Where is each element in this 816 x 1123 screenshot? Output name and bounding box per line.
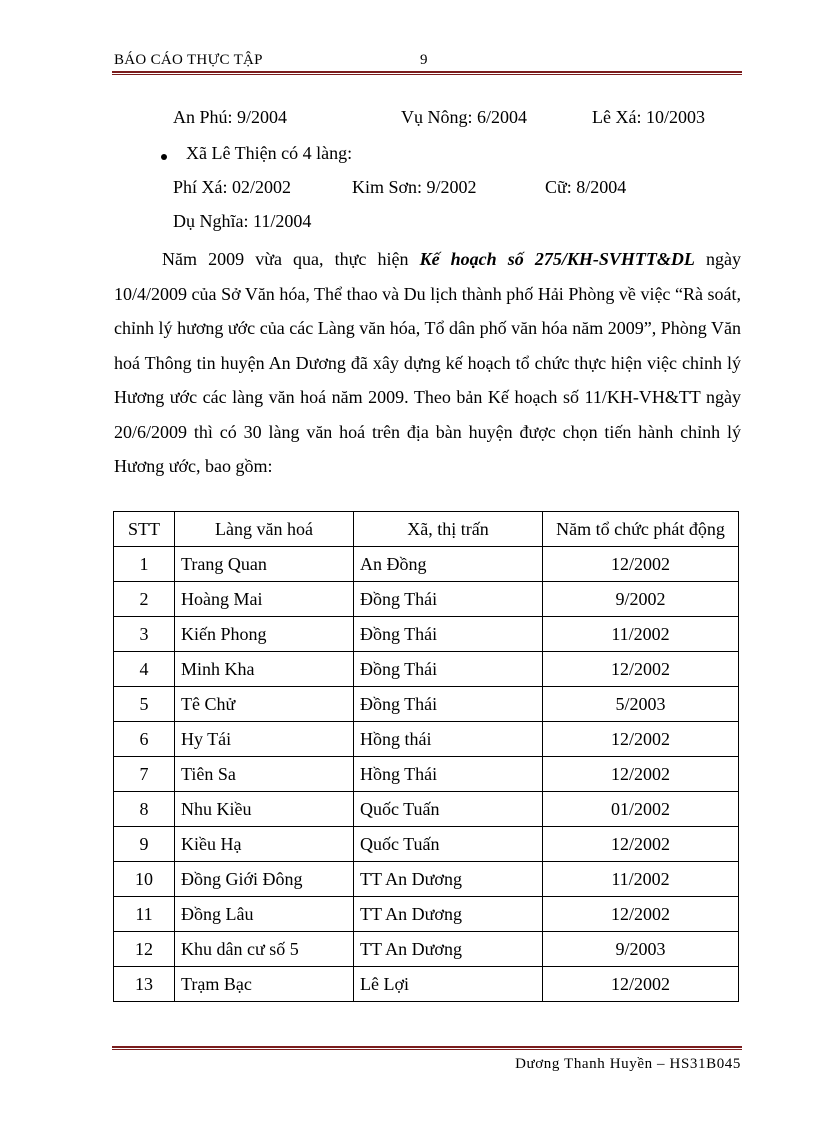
villages-table [113,511,739,1002]
header-year: Năm tổ chức phát động [543,512,739,547]
cell-year: 9/2002 [543,582,739,617]
cell-stt: 5 [114,687,175,722]
cell-commune: TT An Dương [354,862,543,897]
footer-author: Dương Thanh Huyền – HS31B045 [515,1056,741,1072]
cell-commune: Lê Lợi [354,967,543,1002]
cell-stt: 1 [114,547,175,582]
village-le-xa: Lê Xá: 10/2003 [592,107,705,127]
cell-village: Hy Tái [175,722,354,757]
header-stt: STT [114,512,175,547]
cell-village: Trang Quan [175,547,354,582]
table-row [114,862,739,897]
village-du-nghia: Dụ Nghĩa: 11/2004 [173,211,312,231]
cell-village: Nhu Kiều [175,792,354,827]
village-cu: Cữ: 8/2004 [545,177,627,197]
village-vu-nong: Vụ Nông: 6/2004 [401,107,527,127]
cell-year: 11/2002 [543,617,739,652]
cell-stt: 3 [114,617,175,652]
cell-stt: 10 [114,862,175,897]
table-row [114,582,739,617]
table-row [114,652,739,687]
table-row [114,547,739,582]
cell-year: 12/2002 [543,827,739,862]
cell-commune: Hồng Thái [354,757,543,792]
plan-reference: Kế hoạch số 275/KH-SVHTT&DL [419,249,695,269]
cell-stt: 6 [114,722,175,757]
cell-village: Tê Chử [175,687,354,722]
paragraph-after: ngày 10/4/2009 của Sở Văn hóa, Thể thao và Du lịch thành phố Hải Phòng về việc “Rà soát, chỉnh lý hương ước của các Làng văn hóa, Tổ dân phố văn hóa năm 2009”, Phòng Văn hoá Thông tin huyện An Dương đã xây dựng kế hoạch tổ chức thực hiện việc chỉnh lý Hương ước các làng văn hoá năm 2009. Theo bản Kế hoạch số 11/KH-VH&TT ngày 20/6/2009 thì có 30 làng văn hoá trên địa bàn huyện được chọn tiến hành chỉnh lý Hương ước, bao gồm: [114,249,741,476]
cell-commune: Quốc Tuấn [354,827,543,862]
bullet-icon [161,154,167,160]
cell-commune: Đồng Thái [354,652,543,687]
table-row [114,757,739,792]
footer-rule [112,1046,742,1050]
page-number: 9 [420,52,428,68]
cell-commune: TT An Dương [354,932,543,967]
header-title: BÁO CÁO THỰC TẬP [114,52,263,68]
table-row [114,827,739,862]
table-row [114,897,739,932]
cell-year: 12/2002 [543,757,739,792]
cell-village: Tiên Sa [175,757,354,792]
cell-year: 12/2002 [543,722,739,757]
cell-year: 12/2002 [543,547,739,582]
body-paragraph [114,242,741,484]
table-row [114,722,739,757]
cell-village: Hoàng Mai [175,582,354,617]
cell-commune: Đồng Thái [354,617,543,652]
village-kim-son: Kim Sơn: 9/2002 [352,177,477,197]
cell-year: 5/2003 [543,687,739,722]
cell-village: Đồng Lâu [175,897,354,932]
cell-village: Đồng Giới Đông [175,862,354,897]
cell-stt: 13 [114,967,175,1002]
cell-village: Minh Kha [175,652,354,687]
cell-year: 12/2002 [543,897,739,932]
cell-village: Kiến Phong [175,617,354,652]
cell-year: 12/2002 [543,967,739,1002]
cell-commune: Quốc Tuấn [354,792,543,827]
cell-stt: 9 [114,827,175,862]
cell-commune: Đồng Thái [354,687,543,722]
village-an-phu: An Phú: 9/2004 [173,107,288,127]
table-row [114,617,739,652]
header-rule [112,71,742,75]
cell-commune: Hồng thái [354,722,543,757]
paragraph-before: Năm 2009 vừa qua, thực hiện [162,249,420,269]
cell-stt: 12 [114,932,175,967]
table-row [114,932,739,967]
village-phi-xa: Phí Xá: 02/2002 [173,177,292,197]
cell-village: Kiều Hạ [175,827,354,862]
cell-commune: Đồng Thái [354,582,543,617]
header-commune: Xã, thị trấn [354,512,543,547]
cell-year: 12/2002 [543,652,739,687]
cell-commune: An Đồng [354,547,543,582]
cell-stt: 2 [114,582,175,617]
bullet-text: Xã Lê Thiện có 4 làng: [186,143,353,163]
table-header-row [114,512,739,547]
cell-year: 11/2002 [543,862,739,897]
cell-village: Trạm Bạc [175,967,354,1002]
cell-stt: 4 [114,652,175,687]
cell-stt: 11 [114,897,175,932]
table-row [114,792,739,827]
table-row [114,687,739,722]
table-row [114,967,739,1002]
cell-village: Khu dân cư số 5 [175,932,354,967]
header-village: Làng văn hoá [175,512,354,547]
cell-year: 9/2003 [543,932,739,967]
cell-stt: 7 [114,757,175,792]
cell-stt: 8 [114,792,175,827]
cell-commune: TT An Dương [354,897,543,932]
cell-year: 01/2002 [543,792,739,827]
